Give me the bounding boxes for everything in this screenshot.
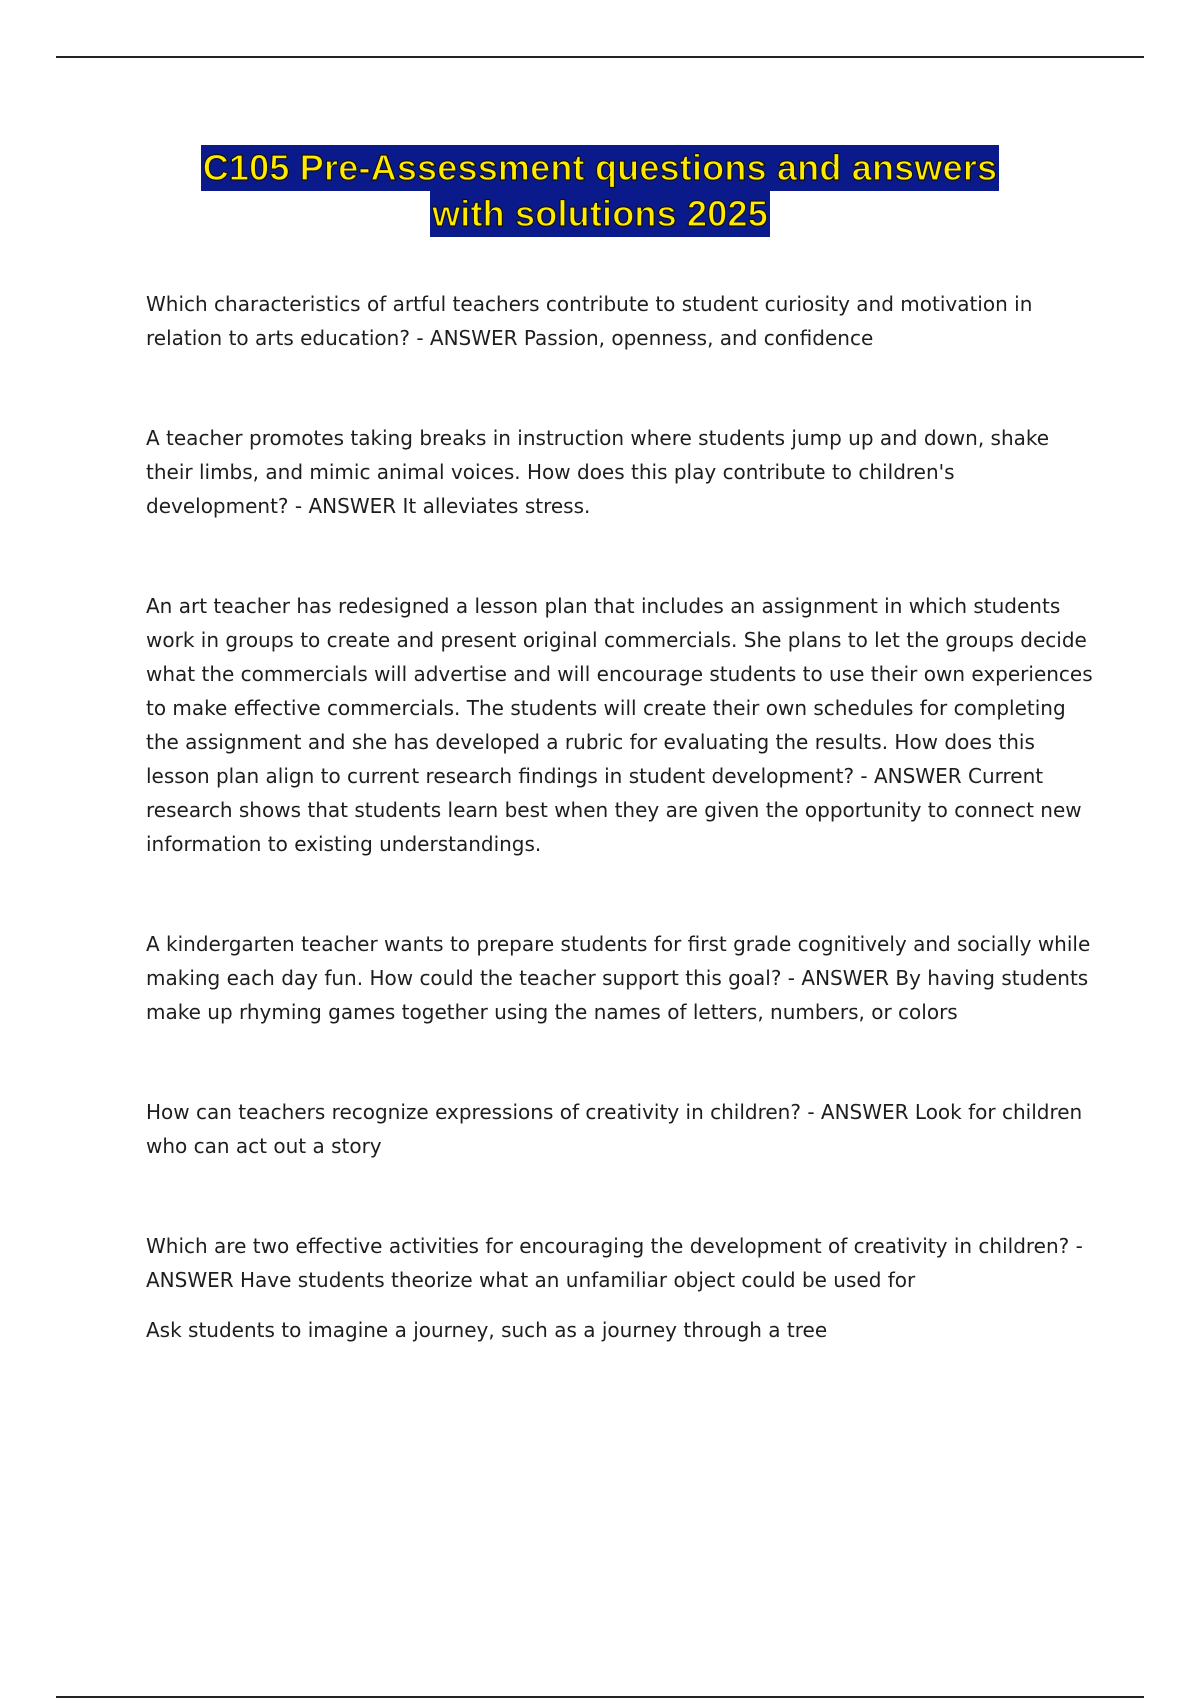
title-line-1: C105 Pre-Assessment questions and answers [201, 145, 1000, 191]
qa-text: A kindergarten teacher wants to prepare students for first grade cognitively and socially while making each day fun. How could the teacher support this goal? - ANSWER By having students make up rhyming games together using the names of letters, numbers, or colors [146, 932, 1091, 1024]
title-line-2: with solutions 2025 [430, 191, 770, 237]
qa-item-6 [146, 1229, 1096, 1347]
document-title [0, 145, 1200, 237]
qa-item-4 [146, 927, 1096, 1029]
qa-item-1 [146, 287, 1096, 355]
top-divider [56, 56, 1144, 58]
qa-list [146, 287, 1096, 1413]
qa-item-5 [146, 1095, 1096, 1163]
qa-item-3 [146, 589, 1096, 861]
bottom-divider [56, 1696, 1144, 1698]
qa-answer-extra: Ask students to imagine a journey, such as a journey through a tree [146, 1318, 828, 1342]
qa-text: A teacher promotes taking breaks in instruction where students jump up and down, shake their limbs, and mimic animal voices. How does this play contribute to children's development? - ANSWER It alleviates stress. [146, 426, 1050, 518]
qa-text: An art teacher has redesigned a lesson plan that includes an assignment in which students work in groups to create and present original commercials. She plans to let the groups decide what the commercials will advertise and will encourage students to use their own experiences to make effective commercials. The students will create their own schedules for completing the assignment and she has developed a rubric for evaluating the results. How does this lesson plan align to current research findings in student development? - ANSWER Current research shows that students learn best when they are given the opportunity to connect new information to existing understandings. [146, 594, 1093, 856]
qa-item-2 [146, 421, 1096, 523]
qa-text: Which are two effective activities for encouraging the development of creativity in children? - ANSWER Have students theorize what an unfamiliar object could be used for [146, 1234, 1083, 1292]
qa-text: How can teachers recognize expressions of creativity in children? - ANSWER Look for children who can act out a story [146, 1100, 1083, 1158]
qa-text: Which characteristics of artful teachers contribute to student curiosity and motivation in relation to arts education? - ANSWER Passion, openness, and confidence [146, 292, 1033, 350]
